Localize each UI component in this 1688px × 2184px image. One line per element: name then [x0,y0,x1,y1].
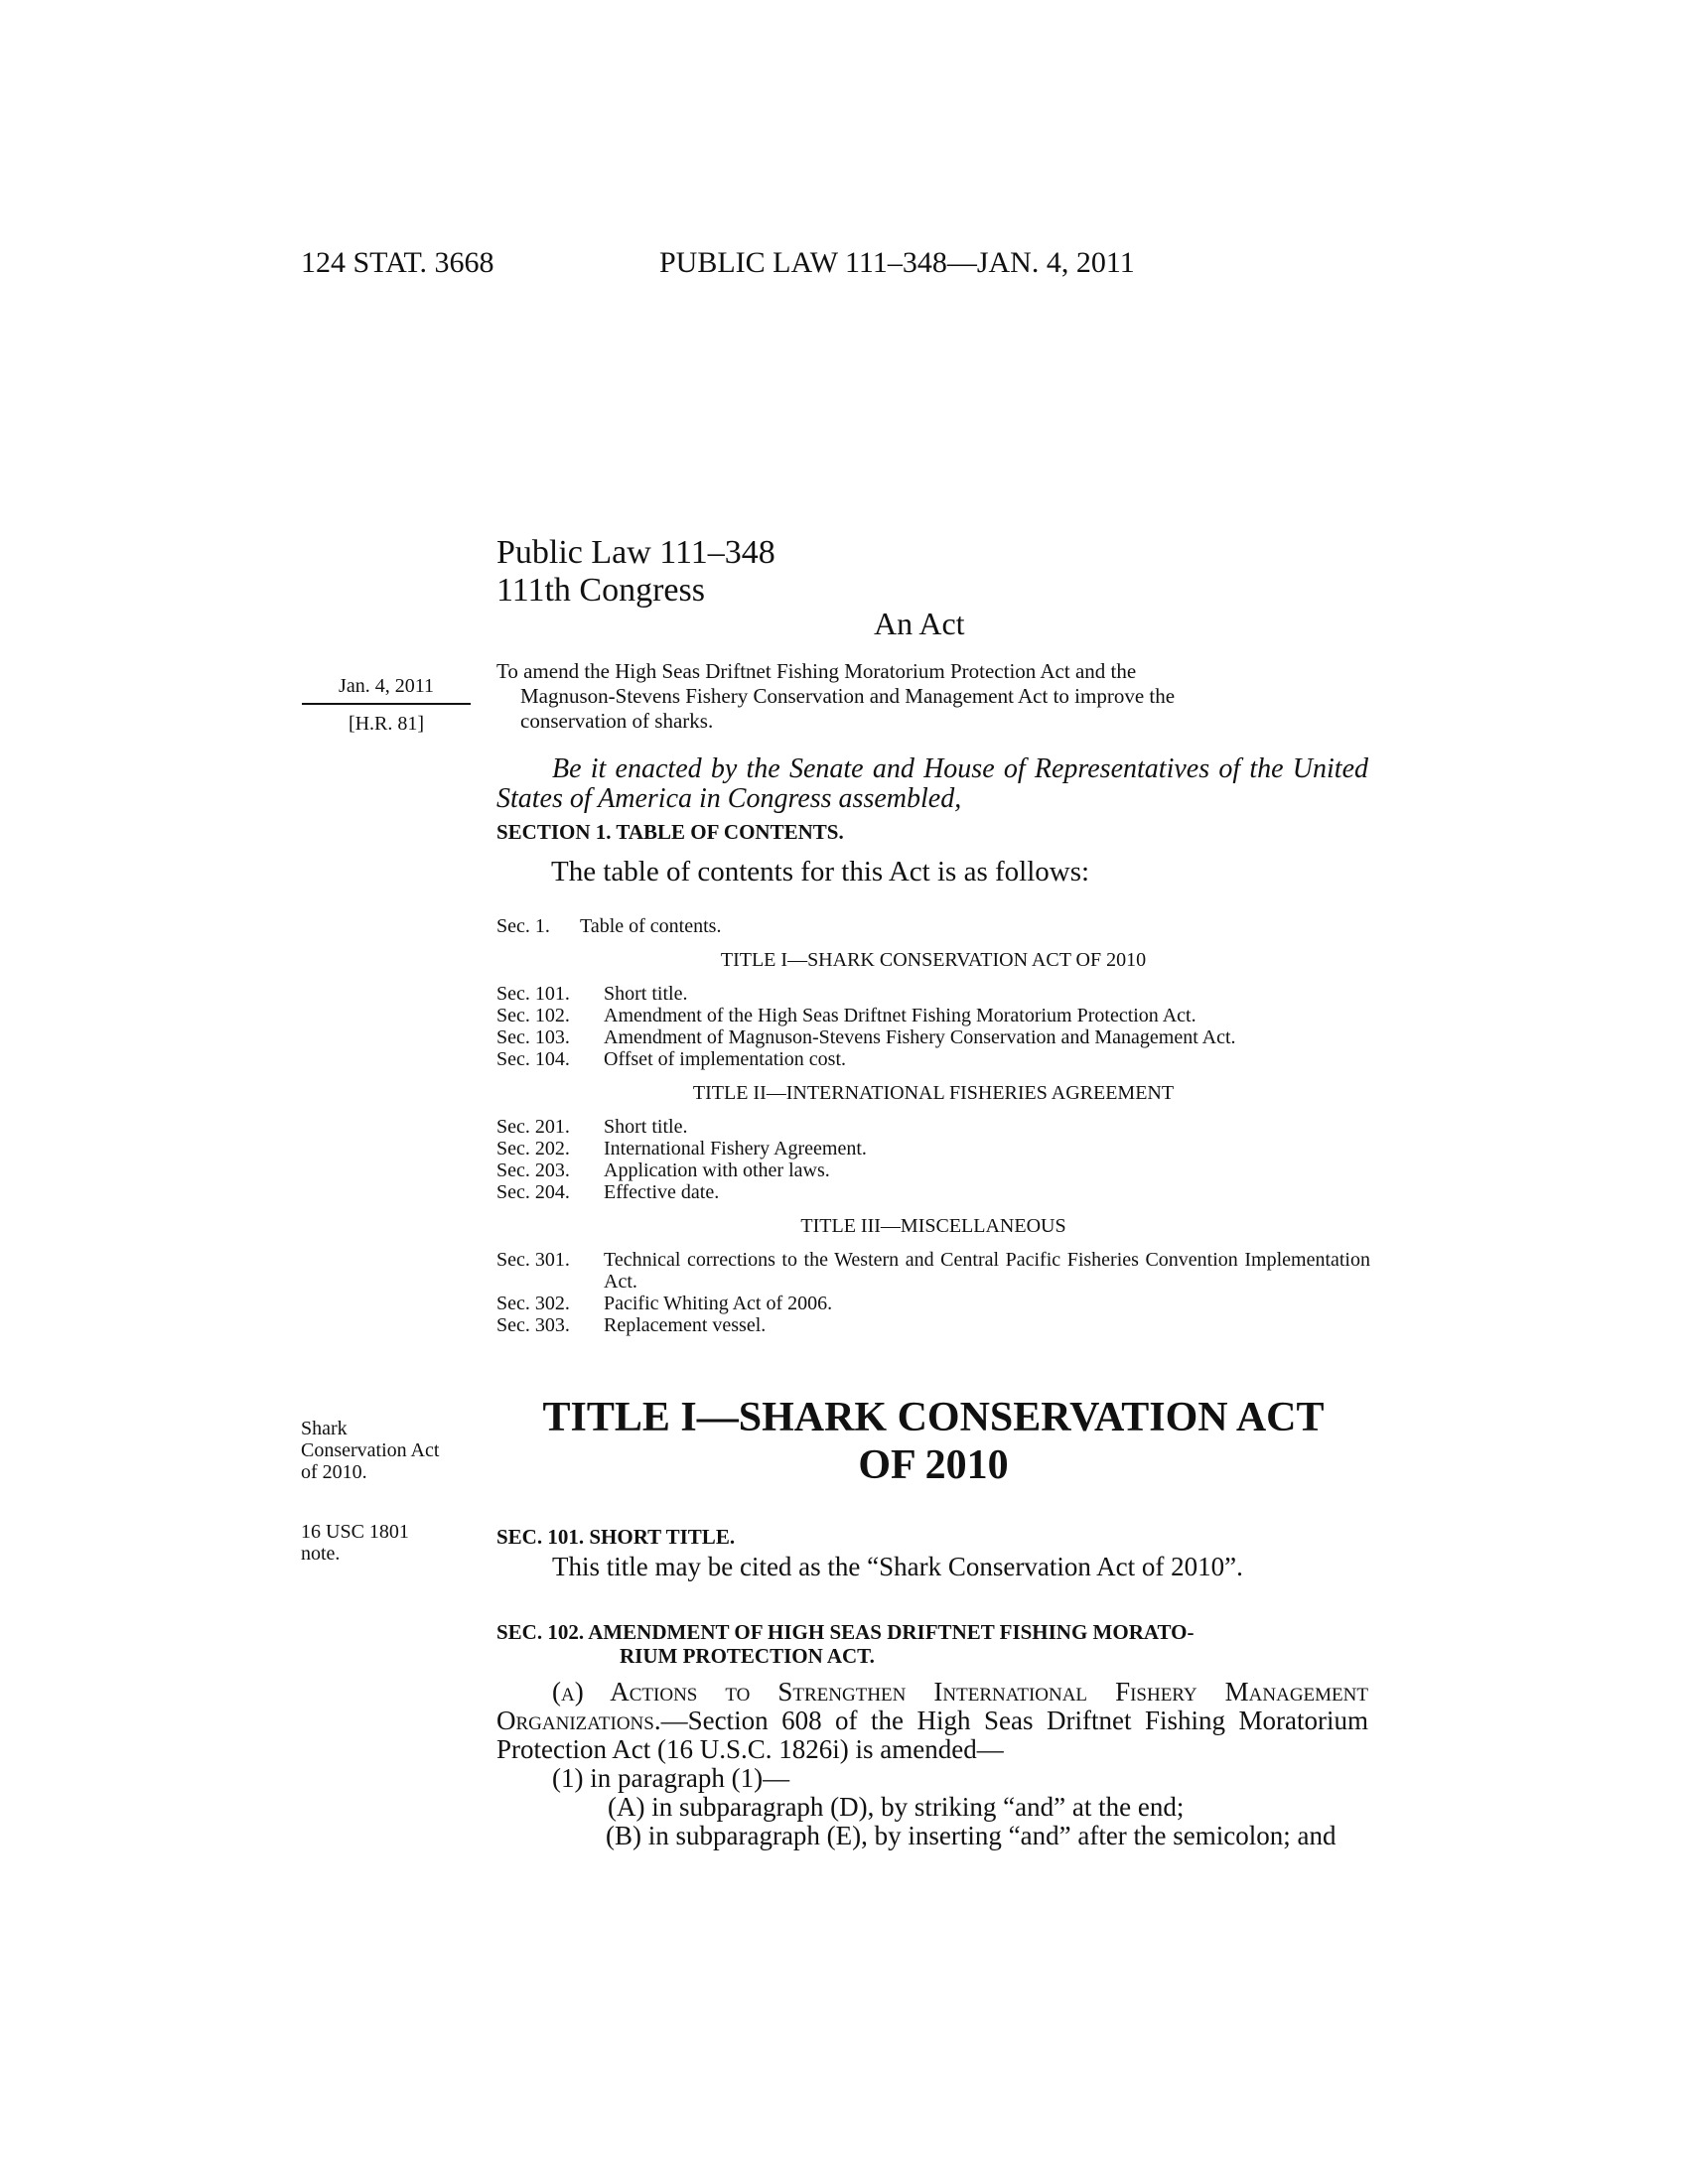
toc-sec-number: Sec. 302. [496,1293,570,1314]
margin-date-note [302,671,471,739]
toc-sec-text: International Fishery Agreement. [604,1138,867,1160]
enacting-clause: Be it enacted by the Senate and House of Representatives of the United States of America in Congress assembled, [496,753,1368,814]
table-of-contents [496,915,1370,1336]
toc-sec-text: Offset of implementation cost. [604,1048,847,1070]
toc-sec-number: Sec. 303. [496,1314,570,1336]
enactment-date: Jan. 4, 2011 [339,675,434,697]
toc-sec-number: Sec. 203. [496,1160,570,1181]
toc-sec-text: Application with other laws. [604,1160,830,1181]
toc-sec-text: Amendment of the High Seas Driftnet Fishing Moratorium Protection Act. [604,1005,1196,1026]
purpose-line: conservation of sharks. [520,709,714,733]
section-1-heading: SECTION 1. TABLE OF CONTENTS. [496,820,844,844]
toc-entry [496,1314,1370,1336]
toc-sec-number: Sec. 101. [496,983,570,1005]
margin-note-line: Shark [301,1418,348,1439]
margin-note-line: Conservation Act [301,1439,440,1461]
toc-entry [496,1138,1370,1160]
purpose-line: Magnuson-Stevens Fishery Conservation and Management Act to improve the [520,684,1176,708]
toc-entry [496,1160,1370,1181]
toc-sec-text: Amendment of Magnuson-Stevens Fishery Conservation and Management Act. [604,1026,1236,1048]
toc-sec-number: Sec. 301. [496,1249,570,1271]
toc-title-heading: TITLE II—INTERNATIONAL FISHERIES AGREEMENT [692,1082,1175,1104]
toc-entry [496,1026,1370,1048]
toc-entry [496,1005,1370,1026]
title-heading-line: OF 2010 [858,1442,1009,1488]
sec-heading-line: RIUM PROTECTION ACT. [620,1644,875,1668]
act-purpose [496,659,1368,734]
toc-sec-number: Sec. 204. [496,1181,570,1203]
toc-sec-text: Short title. [604,1116,688,1138]
toc-intro: The table of contents for this Act is as follows: [551,856,1090,887]
public-law-number: Public Law 111–348 [496,534,775,571]
stat-page-number: 124 STAT. 3668 [301,246,494,279]
congress-label: 111th Congress [496,572,705,609]
toc-entry [496,1293,1370,1314]
sec-heading-line: SEC. 102. AMENDMENT OF HIGH SEAS DRIFTNET FISHING MORATO- [496,1620,1195,1644]
toc-sec-number: Sec. 103. [496,1026,570,1048]
toc-sec-number: Sec. 102. [496,1005,570,1026]
toc-entry [496,983,1370,1005]
toc-sec-number: Sec. 1. [496,915,550,937]
toc-entry [496,915,1370,937]
subparagraph-b: (B) in subparagraph (E), by inserting “and” after the semicolon; and [606,1821,1336,1850]
toc-sec-number: Sec. 202. [496,1138,570,1160]
an-act-label: An Act [874,606,965,641]
toc-sec-text: Technical corrections to the Western and Central Pacific Fisheries Convention Implementation Act. [604,1249,1370,1293]
margin-note-line: of 2010. [301,1461,367,1483]
toc-sec-text: Table of contents. [580,915,722,937]
margin-note-short-title [301,1418,480,1483]
toc-sec-number: Sec. 201. [496,1116,570,1138]
toc-sec-text: Pacific Whiting Act of 2006. [604,1293,833,1314]
margin-note-usc [301,1521,480,1565]
margin-note-line: note. [301,1543,341,1565]
subparagraph-a: (A) in subparagraph (D), by striking “and” at the end; [608,1792,1185,1822]
subsection-text: —Section 608 of the High Seas Driftnet Fishing Moratorium Protection Act (16 U.S.C. 1826i) is amended— [496,1706,1368,1764]
law-heading [496,534,775,610]
toc-sec-text: Replacement vessel. [604,1314,767,1336]
subsection-caption: (a) Actions to Strengthen International Fishery Management Organizations. [496,1677,1368,1735]
toc-sec-number: Sec. 104. [496,1048,570,1070]
subsection-a [496,1678,1368,1764]
title-1-heading [496,1394,1370,1489]
toc-entry [496,1048,1370,1070]
margin-divider [302,703,471,705]
running-header: PUBLIC LAW 111–348—JAN. 4, 2011 [659,246,1135,279]
paragraph-1: (1) in paragraph (1)— [552,1763,790,1793]
bill-number: [H.R. 81] [348,713,425,735]
toc-sec-text: Short title. [604,983,688,1005]
purpose-line: To amend the High Seas Driftnet Fishing Moratorium Protection Act and the [496,659,1137,683]
sec-101-text: This title may be cited as the “Shark Conservation Act of 2010”. [552,1552,1243,1581]
toc-entry [496,1249,1370,1293]
toc-entry [496,1181,1370,1203]
sec-101-heading: SEC. 101. SHORT TITLE. [496,1525,736,1549]
toc-sec-text: Effective date. [604,1181,720,1203]
toc-entry [496,1116,1370,1138]
sec-102-heading [496,1620,1368,1668]
margin-note-line: 16 USC 1801 [301,1521,409,1543]
title-heading-line: TITLE I—SHARK CONSERVATION ACT [542,1395,1325,1440]
toc-title-heading: TITLE I—SHARK CONSERVATION ACT OF 2010 [720,949,1147,971]
toc-title-heading: TITLE III—MISCELLANEOUS [800,1215,1066,1237]
